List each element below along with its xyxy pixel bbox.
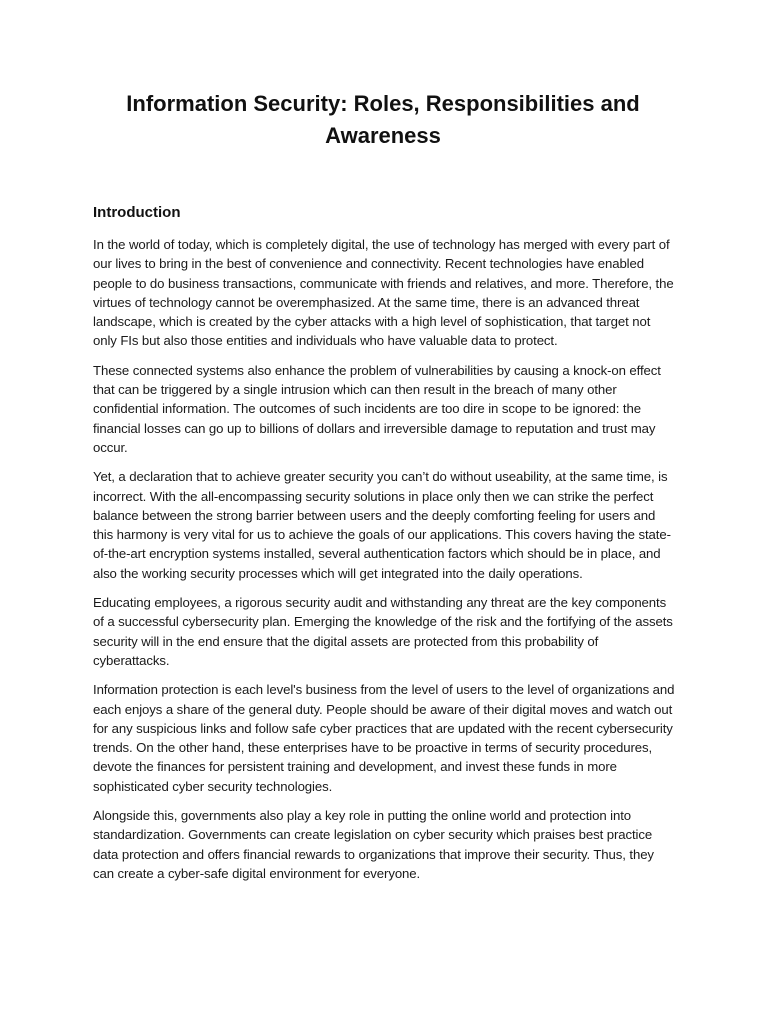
document-title: Information Security: Roles, Responsibilities and Awareness (126, 91, 640, 148)
paragraph: These connected systems also enhance the problem of vulnerabilities by causing a knock-on effect that can be triggered by a single intrusion which can then result in the breach of many other confidential information. The outcomes of such incidents are too dire in scope to be ignored: the financial losses can go up to billions of dollars and irreversible damage to reputation and trust may occur. (93, 362, 661, 455)
section-heading-introduction: Introduction (93, 204, 181, 221)
paragraph: In the world of today, which is completely digital, the use of technology has merged with every part of our lives to bring in the best of convenience and connectivity. Recent technologies have enabled people to do business transactions, communicate with friends and relatives, and more. Therefore, the virtues of technology cannot be overemphasized. At the same time, there is an advanced threat landscape, which is created by the cyber attacks with a high level of sophistication, that target not only FIs but also those entities and individuals who have valuable data to protect. (93, 237, 674, 349)
paragraph: Information protection is each level's business from the level of users to the level of organizations and each enjoys a share of the general duty. People should be aware of their digital moves and watch out for any suspicious links and follow safe cyber practices that are updated with the recent cybersecurity trends. On the other hand, these enterprises have to be proactive in terms of security procedures, devote the finances for persistent training and development, and invest these funds in more sophisticated cyber security technologies. (93, 682, 675, 794)
body-text (93, 235, 675, 893)
paragraph: Alongside this, governments also play a key role in putting the online world and protection into standardization. Governments can create legislation on cyber security which praises best practice data protection and offers financial rewards to organizations that improve their security. Thus, they can create a cyber-safe digital environment for everyone. (93, 808, 654, 881)
paragraph: Yet, a declaration that to achieve greater security you can’t do without useability, at the same time, is incorrect. With the all-encompassing security solutions in place only then we can strike the perfect balance between the strong barrier between users and the deeply comforting feeling for users and this harmony is very vital for us to achieve the goals of our applications. This covers having the state-of-the-art encryption systems installed, several authentication factors which should be in place, and also the working security processes which will get integrated into the daily operations. (93, 469, 671, 581)
paragraph: Educating employees, a rigorous security audit and withstanding any threat are the key components of a successful cybersecurity plan. Emerging the knowledge of the risk and the fortifying of the assets security will in the end ensure that the digital assets are protected from this probability of cyberattacks. (93, 595, 673, 668)
